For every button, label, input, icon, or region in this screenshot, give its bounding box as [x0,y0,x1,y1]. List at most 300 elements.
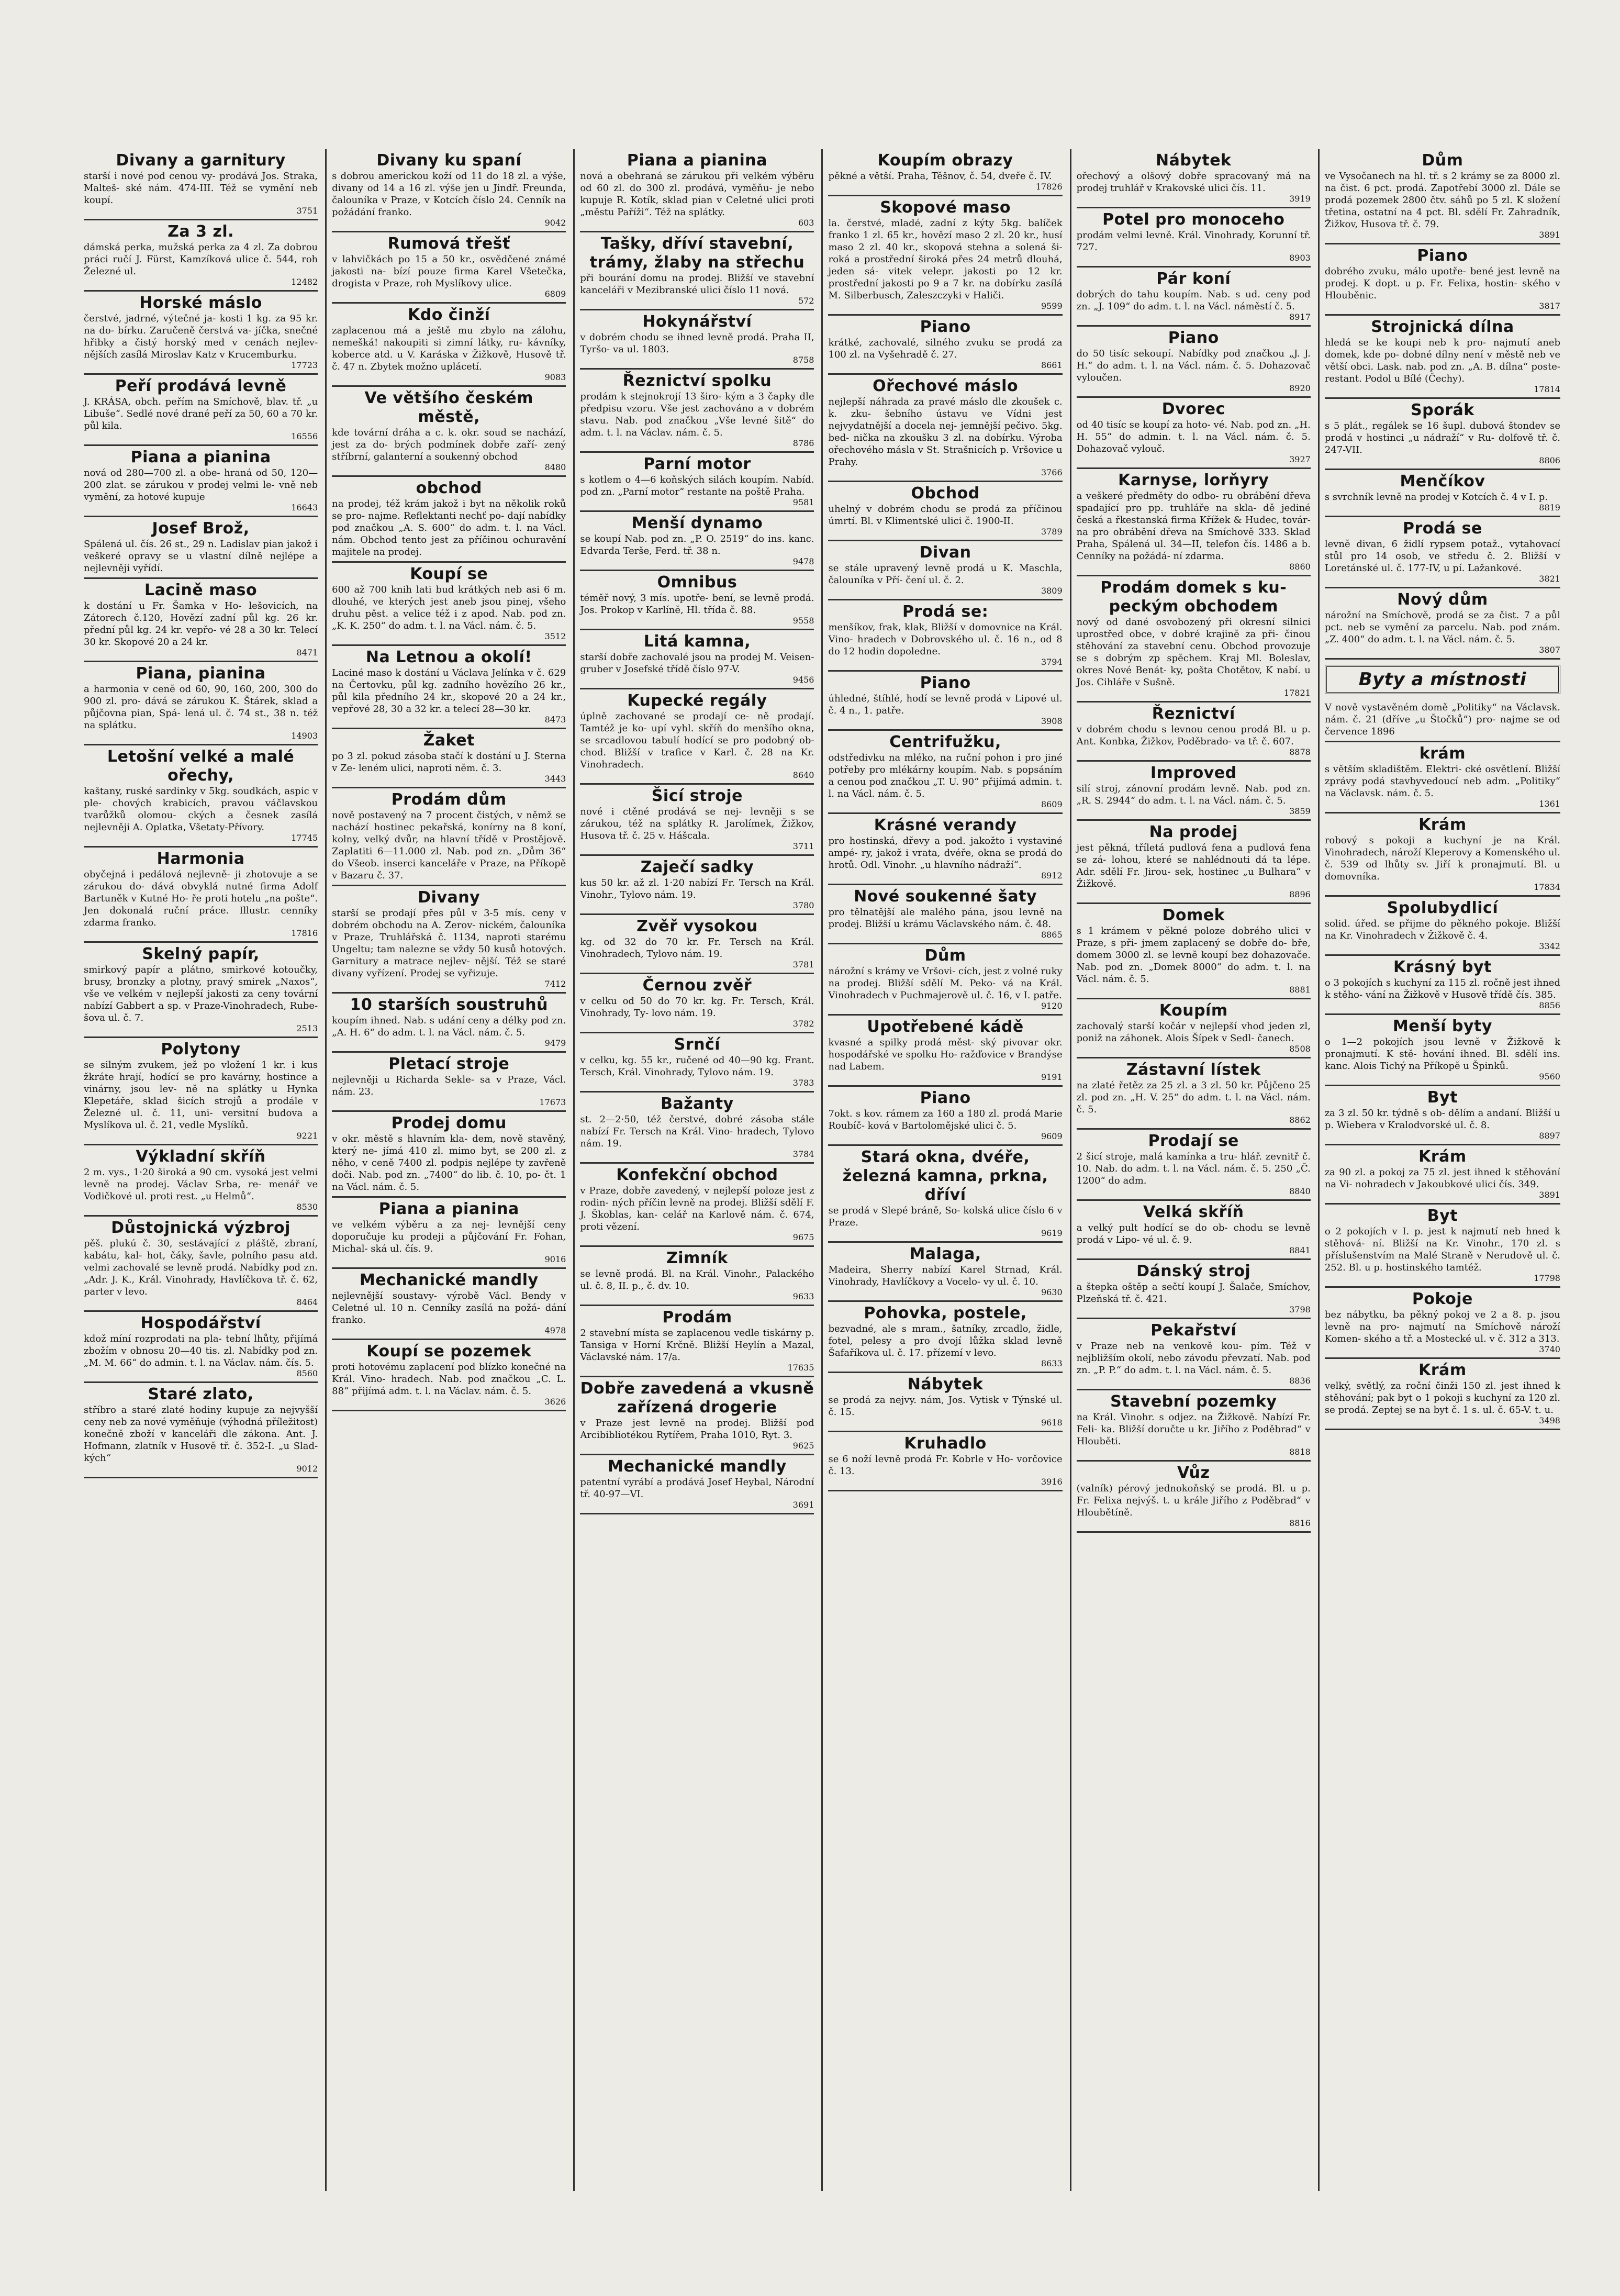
ad-body: jest pěkná, tříletá pudlová fena a pudlová fena se zá- lohou, které se nahlédnouti dá ta lépe. Adr. sdělí Fr. Jirou- sek, hostinec „u Bulhara“ v Žižkově. [1076,842,1311,889]
ad-heading: Letošní velké a malé ořechy, [107,748,295,785]
ad-number: 9016 [544,1254,566,1264]
ad-body: krátké, zachovalé, silného zvuku se prodá za 100 zl. na Vyšehradě č. 27. [828,337,1063,360]
ad-number: 3798 [1289,1305,1311,1314]
ad-heading: Prodám dům [391,790,507,809]
classified-ad [1077,1462,1311,1533]
classified-ad [1325,588,1560,660]
ad-number: 9479 [544,1038,566,1048]
classified-ad [332,729,566,788]
ad-number: 3809 [1041,586,1063,596]
ad-heading: Omnibus [657,573,738,592]
ad-heading: Piano [920,1089,971,1107]
classified-ad [580,232,814,310]
ad-body: se prodá za nejvy. nám, Jos. Vytisk v Týnské ul. č. 15. [828,1395,1063,1418]
ad-body: s dobrou americkou koží od 11 do 18 zl. a výše, divany od 14 a 16 zl. výše jen u Jindř. Freunda, čalouníka v Praze, v Kotcích číslo 24. Cenník na požádání franko. [332,171,566,218]
ad-heading: Josef Brož, [152,519,250,538]
ad-body: starší i nové pod cenou vy- prodává Jos. Straka, Malteš- ské nám. 474-III. Též se vymění neb koupí. [84,171,318,206]
ad-number: 3782 [792,1019,814,1029]
ad-number: 9478 [792,556,814,566]
classified-ad [828,731,1062,814]
ad-body: a velký pult hodící se do ob- chodu se levně prodá v Lipo- vé ul. č. 9. [1076,1222,1311,1245]
classified-ad [1077,1260,1311,1319]
ad-number: 603 [798,218,814,228]
ad-number: 3626 [544,1397,566,1407]
ad-body: za 3 zl. 50 kr. týdně s ob- dělím a andaní. Bližší u p. Wiebera v Kralodvorské ul. č. 8. [1324,1108,1560,1131]
ad-heading: Lacině maso [144,581,258,599]
ad-number: 3783 [792,1078,814,1088]
ad-body: patentní vyrábí a prodává Josef Heybal, Národní tř. 40-97—VI. [580,1477,814,1500]
ad-number: 572 [798,296,814,306]
ad-number: 7412 [544,979,566,989]
ad-heading: Polytony [161,1040,241,1058]
classified-ad [1077,1058,1311,1130]
ad-number: 8758 [792,355,814,365]
ad-heading: Skelný papír, [142,945,260,963]
classified-ad [828,885,1062,944]
ad-heading: Prodá se: [902,603,989,621]
ad-heading: Nábytek [1155,151,1232,170]
ad-body: nová od 280—700 zl. a obe- hraná od 50, 120—200 zlat. se zárukou v prodej velmi le- vně neb vymění, za hotové kupuje [84,467,318,503]
ad-number: 9599 [1041,301,1063,311]
ad-heading: Nové soukenné šaty [854,887,1037,906]
ad-number: 8920 [1289,383,1311,393]
classified-ad [1077,1201,1311,1260]
ad-heading: Bažanty [661,1095,734,1113]
ad-heading: Žaket [423,731,475,750]
classified-ad [828,944,1062,1016]
ad-heading: Tašky, dříví stavební, trámy, žlaby na střechu [589,235,805,272]
classified-ad [828,149,1062,196]
ad-body: stříbro a staré zlaté hodiny kupuje za nejvyšší ceny neb za nové vyměňuje (výhodná příležitost) konečně zboží v kanceláři dle zákona. Ant. J. Hofmann, zlatník v Husově tř. č. 352-I. „u Slad- kých“ [84,1405,318,1464]
ad-body: s 5 plát., regálek se 16 šupl. dubová štondev se prodá v hostinci „u nádraží“ v Ru- dolfově tř. č. 247-VII. [1324,420,1560,455]
ad-body: a harmonia v ceně od 60, 90, 160, 200, 300 do 900 zl. pro- dává se zárukou K. Štárek, sklad a půjčovna pian, Spá- lená ul. č. 74 st., 38 n. též na splátku. [84,684,318,731]
ad-heading: Nový dům [1397,590,1488,609]
ad-heading: Litá kamna, [643,632,751,651]
ad-body: uhelný v dobrém chodu se prodá za příčinou úmrtí. Bl. v Klimentské ulici č. 1900-II. [828,504,1063,527]
ad-body: pro hostinská, dřevy a pod. jakožto i vystaviné ampé- ry, jakož i vrata, dvéře, okna se prodá do hrotů. Odl. Vinohr. „u hlavního nádraží“. [828,835,1063,871]
ad-body: 2 šicí stroje, malá kamínka a tru- hlář. zevnitř č. 10. Nab. do adm. t. l. na Václ. nám. č. 5. 250 „Č. 1200“ do adm. [1076,1151,1311,1186]
ad-body: s větším skladištěm. Elektri- cké osvětlení. Bližší zprávy podá stavbyvedoucí neb adm. „Politiky“ na Václavsk. nám. č. 5. [1324,764,1560,799]
classified-ad [580,1377,814,1455]
ad-number: 8560 [296,1368,318,1378]
classified-ad [580,1164,814,1247]
ad-heading: Prodám [662,1308,732,1327]
ad-heading: Dvorec [1161,400,1225,418]
ad-number: 17821 [1283,688,1311,698]
ad-body: proti hotovému zaplacení pod blízko konečné na Král. Vino- hradech. Nab. pod značkou „C. L. 88“ přijímá adm. t. l. na Václav. nám. č. 5. [332,1362,566,1397]
classified-ad [1325,1359,1560,1430]
ad-number: 17798 [1534,1273,1560,1283]
ad-heading: Stará okna, dvéře, železná kamna, prkna, dříví [842,1148,1048,1204]
classified-ad [580,571,814,630]
ad-column-3 [575,149,823,2191]
ad-heading: Pokoje [1412,1290,1473,1308]
classified-ad [580,370,814,453]
classified-ad [580,689,814,785]
ad-body: úhledné, štíhlé, hodí se levně prodá v Lipové ul. č. 4 n., 1. patře. [828,693,1063,716]
ad-number: 8878 [1289,747,1311,757]
ad-body: do 50 tisíc sekoupí. Nabídky pod značkou „J. J. H.“ do adm. t. l. na Václ. nám. č. 5. Dohazovač vyloučen. [1076,348,1311,383]
classified-ad [1077,1319,1311,1390]
ad-body: v lahvičkách po 15 a 50 kr., osvědčené známé jakosti na- bízí pouze firma Karel Všetečka, drogista v Praze, roh Myslíkovy ulice. [332,254,566,289]
ad-number: 16643 [291,503,318,512]
ad-number: 9675 [792,1232,814,1242]
ad-heading: Prodej domu [391,1114,507,1132]
classified-ad [84,1383,318,1478]
section-heading-box [1325,665,1560,694]
ad-heading: Divany a garnitury [116,151,286,170]
ad-number: 8661 [1041,360,1063,370]
classified-ad [1325,742,1560,813]
ad-number: 9633 [792,1291,814,1301]
ad-body: po 3 zl. pokud zásoba stačí k dostání u J. Sterna v Ze- leném ulici, naproti něm. č. 3. [332,751,566,774]
ad-number: 8819 [1539,503,1560,512]
ad-body: starší dobře zachovalé jsou na prodej M. Veisen- gruber v Josefské třídě číslo 97-V. [580,652,814,675]
ad-body: a štepka oštěp a sečtí koupí J. Šalače, Smíchov, Plzeňská tř. č. 421. [1076,1281,1311,1305]
ad-number: 8912 [1041,871,1063,880]
ad-number: 8860 [1289,562,1311,572]
ad-number: 8480 [544,462,566,472]
classified-ad [1325,1015,1560,1086]
ad-heading: Obchod [911,484,980,503]
classified-ad [1077,268,1311,327]
ad-number: 6809 [544,289,566,299]
ad-heading: Krám [1418,1147,1467,1166]
ad-body: Spálená ul. čís. 26 st., 29 n. Ladislav pian jakož i veškeré opravy se u vlastní dílně nejlépe a nejlevněji vyřídí. [84,539,318,574]
ad-body: nově postavený na 7 procent čistých, v němž se nachází hostinec pekařská, konírny na 8 koní, kolny, velký dvůr, na hlavní třídě v Prostějově. Zaplatiti 6—11.000 zl. Nab. pod zn. „Dům 36“ do Všeob. inserci kanceláře v Praze, na Příkopě v Bazaru č. 37. [332,810,566,881]
ad-body: se koupí Nab. pod zn. „P. O. 2519“ do ins. kanc. Edvarda Terše, Ferd. tř. 38 n. [580,533,814,556]
ad-body: kus 50 kr. až zl. 1·20 nabízí Fr. Tersch na Král. Vinohr., Tylovo nám. 19. [580,877,814,900]
ad-number: 17745 [291,833,318,843]
classified-ad [1325,897,1560,956]
ad-number: 3780 [792,900,814,910]
classified-ad [580,1247,814,1306]
classified-ad [828,814,1062,885]
ad-number: 3789 [1041,527,1063,537]
ad-heading: Důstojnická výzbroj [111,1219,291,1237]
classified-ad [332,994,566,1053]
ad-heading: krám [1419,744,1466,763]
ad-body: v Praze, dobře zavedený, v nejlepší poloze jest z rodin- ných příčin levně na prodej. Bližší sdělí F. J. Škoblas, kan- celář na Karlově nám. č. 674, proti vězení. [580,1185,814,1232]
ad-body: ve velkém výběru a za nej- levnější ceny doporučuje ku prodeji a půjčování Fr. Fohan, Michal- ská ul. čís. 9. [332,1219,566,1254]
classified-ad [1325,517,1560,588]
ad-body: v Praze neb na venkově kou- pím. Též v nejbližším okolí, nebo závodu převzatí. Nab. pod zn. „P. P.“ do adm. t. l. na Václ. nám. č. 5. [1076,1341,1311,1376]
classified-ad [1077,1130,1311,1201]
ad-body: pěš. plukú č. 30, sestávající z pláště, zbraní, kabátu, kal- hot, čáky, šavle, polního pasu atd. velmi zachovalé se levně prodá. Nabídky pod zn. „Adr. J. K., Král. Vinohrady, Havlíčkova tř. č. 62, parter v levo. [84,1238,318,1297]
ad-column-6 [1320,149,1568,2191]
ad-heading: Zvěř vysokou [636,917,758,935]
ad-heading: Staré zlato, [148,1385,254,1403]
ad-body: v celku od 50 do 70 kr. kg. Fr. Tersch, Král. Vinohrady, Ty- lovo nám. 19. [580,996,814,1019]
ad-heading: Pekařství [1150,1321,1237,1340]
ad-number: 3781 [792,960,814,969]
classified-ad [332,387,566,477]
classified-ad [84,375,318,446]
ad-body: prodám velmi levně. Král. Vinohrady, Korunní tř. 727. [1076,230,1311,253]
ad-body: o 3 pokojích s kuchyní za 115 zl. ročně jest ihned k stěho- vání na Žižkově v Husově třídě čís. 385. [1324,977,1560,1000]
ad-number: 3891 [1539,1190,1560,1200]
ad-number: 14903 [291,731,318,741]
classified-ad [580,974,814,1033]
ad-heading: Pletací stroje [388,1055,510,1073]
classified-ad [828,600,1062,672]
classified-ad [84,292,318,375]
ad-number: 8862 [1289,1115,1311,1125]
ad-body: nové i ctěné prodává se nej- levněji s se zárukou, též na splátky R. Jarolímek, Žižkov, Husova tř. č. 25 v. Hášcala. [580,806,814,841]
ad-heading: Hokynářství [642,313,752,331]
classified-ad [1077,398,1311,469]
classified-ad [580,1033,814,1093]
classified-ad [84,517,318,579]
ad-number: 9191 [1041,1072,1063,1082]
ad-number: 3342 [1539,941,1560,951]
ad-number: 9456 [792,675,814,685]
ad-heading: Koupí se [410,565,488,583]
ad-number: 8464 [296,1297,318,1307]
ad-body: kg. od 32 do 70 kr. Fr. Tersch na Král. Vinohradech, Tylovo nám. 19. [580,937,814,960]
ad-heading: Pohovka, postele, [864,1304,1027,1322]
ad-number: 9120 [1041,1001,1063,1011]
ad-body: obyčejná i pedálová nejlevně- ji zhotovuje a se zárukou do- dává obvyklá nutné firma Adolf Bartuněk v Kutné Ho- ře proti hotelu „na pošte“. Jen dokonalá ruční práce. Illustr. cenníky zdarma franko. [84,869,318,928]
ad-heading: Rumová třešť [387,235,510,253]
ad-heading: Kdo činží [408,306,490,324]
ad-body: od 40 tisíc se koupí za hoto- vé. Nab. pod zn. „H. H. 55“ do admin. t. l. na Václ. nám. č. 5. Dohazovač vylouč. [1076,419,1311,454]
ad-number: 8840 [1289,1186,1311,1196]
ad-heading: Prodá se [1403,519,1482,538]
ad-column-1 [79,149,327,2191]
ad-body: V nově vystavěném domě „Politiky“ na Václavsk. nám. č. 21 (dříve „u Štočků“) pro- najme se od července 1896 [1324,702,1560,737]
ad-body: úplně zachované se prodají ce- ně prodají. Tamtéž je ko- upí vyhl. skříň do menšího okna, se srcadlovou tabulí hodící se pro podobný ob- chod. Bližší v trafice v Karl. č. 28 na Kr. Vinohradech. [580,711,814,770]
classified-ad [332,1269,566,1340]
classified-ad [84,662,318,745]
ad-body: ve Vysočanech na hl. tř. s 2 krámy se za 8000 zl. na čist. 6 pct. prodá. Zapotřebí 3000 zl. Dále se prodá pozemek 2800 čtv. sáhů po 5 zl. K složení třetina, ostatní na 4 pct. Bl. sdělí Fr. Zahradník, Žižkov, Husova tř. č. 79. [1324,171,1560,230]
ad-number: 9560 [1539,1072,1560,1082]
ad-heading: Šicí stroje [651,787,743,805]
ad-heading: Piana a pianina [378,1200,519,1218]
ad-number: 8816 [1289,1518,1311,1528]
classified-ad [580,1455,814,1514]
classified-ad [580,310,814,370]
ad-number: 8806 [1539,455,1560,465]
ad-body: starší se prodají přes půl v 3-5 mís. ceny v dobrém obchodu na A. Zerov- nickém, čalouníka v Praze, Truhlářská č. 1134, naproti starému Ungeltu; tam nalezne se vždy 50 kusů hotových. Garnitury a matrace nejlev- nější. Též se staré divany vyřízení. Prodej se vyřizuje. [332,908,566,979]
ad-heading: Piano [1417,247,1468,265]
ad-number: 9619 [1041,1228,1063,1238]
ad-heading: Divany ku spaní [376,151,522,170]
ad-number: 3919 [1289,194,1311,204]
ad-body: o 1—2 pokojích jsou levně v Žižkově k pronajmutí. K stě- hování ihned. Bl. sdělí ins. kanc. Alois Tichý na Příkopě u Špinků. [1324,1036,1560,1072]
ad-number: 3751 [296,206,318,216]
ad-heading: Centrifužku, [889,733,1001,751]
classified-ad [1077,904,1311,999]
ad-body: zachovalý starší kočár v nejlepší vhod jeden zl, poniž na záhonek. Alois Šípek v Sedl- čanech. [1076,1021,1311,1044]
ad-body: nárožní s krámy ve Vršovi- cích, jest z volné ruky na prodej. Bližší sdělí M. Peko- vá na Král. Vinohradech v Puchmajerově ul. č. 16, v I. patře. [828,966,1063,1001]
ad-heading: Stavební pozemky [1110,1392,1277,1411]
ad-body: a veškeré předměty do odbo- ru obrábění dřeva spadající pro pp. truhláře na skla- dě jediné česká a řkestanská firma Křížek & Hudec, továr- na pro obrábění dřeva na Smíchově 333. Sklad Praha, Spálená ul. 34—II, telefon čís. 1486 a b. Cenníky na požádá- ní zdarma. [1076,491,1311,562]
ad-body: za 90 zl. a pokoj za 75 zl. jest ihned k stěhování na Vi- nohradech v Jakoubkové ulici čís. 349. [1324,1167,1560,1190]
ad-number: 2513 [296,1023,318,1033]
ad-heading: Divany [418,888,481,907]
classified-ad [1077,576,1311,703]
classified-ad [1325,244,1560,316]
ad-body: se prodá v Slepé bráně, So- kolská ulice číslo 6 v Praze. [828,1205,1063,1228]
classified-ad [1325,470,1560,517]
ad-heading: Prodají se [1148,1132,1239,1150]
ad-number: 17673 [539,1097,566,1107]
ad-body: bez nábytku, ba pěkný pokoj ve 2 a 8. p. jsou levně na pro- najmutí na Smíchově nároží Komen- ského a tř. a Mostecké ul. v č. 312 a 313. [1324,1309,1560,1344]
ad-number: 17816 [291,928,318,938]
ad-number: 17834 [1534,882,1560,892]
ad-body: nejlevnější soustavy- výrobě Václ. Bendy v Celetné ul. 10 n. Cenníky zasílá na požá- dání franko. [332,1290,566,1325]
ad-body: kde tovární dráha a c. k. okr. soud se nachází, jest za do- brých podmínek dobře zaří- zený stříbrní, galanterní a soukenný obchod [332,427,566,462]
ad-heading: Pár koní [1156,270,1231,288]
ad-number: 3927 [1289,454,1311,464]
ad-heading: Malaga, [909,1245,981,1263]
ad-column-4 [823,149,1071,2191]
ad-body: na Král. Vinohr. s odjez. na Žižkově. Nabízí Fr. Feli- ka. Bližší doručte u kr. Jiřího z Poděbrad“ v Hlouběti. [1076,1412,1311,1447]
ad-number: 9558 [792,616,814,626]
ad-number: 8897 [1539,1131,1560,1141]
classified-ad [84,1038,318,1145]
ad-body: kdož míní rozprodati na pla- tební lhůty, přijímá zbožím v obnosu 20—40 tis. zl. Nabídky pod zn. „M. M. 66“ do admin. t. l. na Václav. nám. čís. 5. [84,1333,318,1368]
ad-body: hledá se ke koupi neb k pro- najmutí aneb domek, kde po- dobné dílny není v městě neb ve větší obci. Lask. nab. pod zn. „A. B. dílna“ poste- restant. Podol u Bílé (Čechy). [1324,337,1560,384]
classified-ad [828,672,1062,731]
ad-body: 2 stavební místa se zaplacenou vedle tiskárny p. Tansiga v Horní Krčně. Bližší Heylín a Mazal, Václavské nám. 17/a. [580,1328,814,1363]
ad-heading: Koupím [1159,1001,1228,1020]
classified-ad [828,1243,1062,1302]
ad-number: 3794 [1041,657,1063,667]
ad-heading: Byty a místnosti [1358,669,1527,690]
ad-number: 3691 [792,1500,814,1510]
classified-ad [1077,999,1311,1058]
classified-ad [580,453,814,512]
classified-ad [828,1087,1062,1146]
ad-heading: Ve většího českém městě, [364,389,533,426]
ad-heading: Domek [1162,906,1225,924]
ad-number: 16556 [291,431,318,441]
ad-heading: Skopové maso [880,198,1011,217]
ad-body: pěkné a větší. Praha, Těšnov, č. 54, dveře č. IV. [828,171,1052,182]
ad-number: 9221 [296,1131,318,1141]
ad-number: 3784 [792,1149,814,1159]
classified-ad [580,149,814,232]
ad-heading: Zimník [666,1249,728,1267]
ad-heading: Piano [920,318,971,336]
ad-body: velký, světlý, za roční činži 150 zl. jest ihned k stěhování; pak byt o 1 pokoji s kuchyní za 120 zl. se prodá. Zeptej se na byt č. 1 s. ul. č. 65-V. t. u. [1324,1380,1560,1416]
ad-body: menšíkov, frak, klak, Bližší v domovnice na Král. Vino- hradech v Dobrovského ul. č. 16 n., od 8 do 12 hodin dopoledne. [828,622,1063,657]
ad-body: se levně prodá. Bl. na Král. Vinohr., Palackého ul. č. 8, II. p., č. dv. 10. [580,1268,814,1291]
ad-body: v Praze jest levně na prodej. Bližší pod Arcibibliotékou Rytířem, Praha 1010, Ryt. 3. [580,1418,814,1441]
ad-heading: Krám [1418,1361,1467,1379]
ad-body: s 1 krámem v pěkné poloze dobrého ulici v Praze, s při- jmem zaplacený se dobře do- bře, domem 3000 zl. se levně koupí bez dohazovače. Nab. pod zn. „Domek 8000“ do adm. t. l. na Václ. nám. č. 5. [1076,926,1311,985]
ad-body: solid. úřed. se přijme do pěkného pokoje. Bližší na Kr. Vinohradech v Žižkově č. 4. [1324,918,1560,941]
ad-heading: Peří prodává levně [115,377,287,395]
ad-number: 8841 [1289,1245,1311,1255]
classified-ad [84,848,318,943]
classified-ad [84,1312,318,1383]
ad-body: se stále upravený levně prodá u K. Maschla, čalouníka v Pří- čení ul. č. 2. [828,563,1063,586]
ad-body: se 6 noží levně prodá Fr. Kobrle v Ho- vorčovice č. 13. [828,1454,1063,1477]
ad-number: 9042 [544,218,566,228]
ad-body: čerstvé, jadrné, výtečné ja- kosti 1 kg. za 95 kr. na do- bírku. Zaručeně čerstvá va- jíčka, snečné hřibky a čistý horský med v cenách nejlev- nějších zasílá Miroslav Katz v Krucemburku. [84,313,318,360]
ad-heading: Černou zvěř [642,976,752,995]
ad-heading: Potel pro monoceho [1102,210,1285,229]
classified-ad [332,1053,566,1112]
classified-ad [332,646,566,729]
ad-heading: Krásné verandy [874,816,1017,834]
ad-column-2 [327,149,575,2191]
classified-ad [1325,399,1560,470]
ad-heading: Piano [920,674,971,692]
ad-number: 3916 [1041,1477,1063,1487]
classified-ad [1077,469,1311,576]
ad-number: 8836 [1289,1376,1311,1386]
ad-number: 17826 [1035,182,1063,192]
ad-body: dobrého zvuku, málo upotře- bené jest levně na prodej. K dopt. u p. Fr. Felixa, hostin- ského v Hlouběnic. [1324,266,1560,301]
ad-body: s kotlem o 4—6 koňských silách koupím. Nabíd. pod zn. „Parní motor“ restante na poště Praha. [580,474,814,497]
ad-heading: obchod [416,479,482,497]
ad-heading: Dánský stroj [1136,1262,1251,1280]
ad-body: bezvadné, ale s mram., šatníky, zrcadlo, židle, fotel, pelesy a pro dvojí lůžka sklad levně Šafaříkova ul. č. 17. přízemí v levo. [828,1323,1063,1358]
ad-body: 7okt. s kov. rámem za 160 a 180 zl. prodá Marie Roubíč- ková v Bartolomějské ulici č. 5. [828,1108,1063,1131]
ad-number: 3859 [1289,806,1311,816]
ad-heading: Řeznictví [1152,705,1235,723]
ad-body: Madeira, Sherry nabízí Karel Strnad, Král. Vinohrady, Havlíčkovy a Vocelo- vy ul. č. 10. [828,1264,1063,1287]
ad-heading: Krásný byt [1393,958,1492,976]
ad-body: levně divan, 6 židlí rypsem potaž., vytahovací stůl pro 14 osob, ve středu č. 2. Bližší v Loretánské ul. č. 177-IV, u pí. Lažankové. [1324,539,1560,574]
ad-heading: Na Letnou a okolí! [365,648,532,666]
ad-body: v okr. městě s hlavním kla- dem, nově stavěný, který ne- jímá 410 zl. mimo byt, se 200 zl. z něho, v ceně 7400 zl. podpis nejlépe ty zavřeně doči. Nab. pod zn. „7400“ do lib. č. 10, po- čt. 1 na Václ. nám. č. 5. [332,1133,566,1192]
classified-ad [332,477,566,563]
ad-heading: Harmonia [157,850,245,868]
ad-body: s svrchník levně na prodej v Kotcích č. 4 v I. p. [1324,492,1548,503]
classified-ad [1325,1288,1560,1359]
ad-heading: Sporák [1411,401,1474,419]
classified-ad [1325,956,1560,1015]
classified-ad [1077,149,1311,208]
classified-ad [580,915,814,974]
ad-number: 8473 [544,715,566,725]
ad-number: 9581 [792,497,814,507]
ad-number: 8633 [1041,1358,1063,1368]
classified-ad [828,541,1062,600]
classified-ad [580,1093,814,1164]
classified-ad [580,1306,814,1377]
ad-body: téměř nový, 3 mís. upotře- bení, se levně prodá. Jos. Prokop v Karlíně, Hl. třída č. 88. [580,593,814,616]
ad-heading: Koupím obrazy [877,151,1013,170]
classified-ad [84,579,318,662]
ad-number: 3807 [1539,645,1560,655]
ad-body: o 2 pokojích v I. p. jest k najmutí neb hned k stěhová- ní. Bližší na Kr. Vinohr., 170 zl. s příslušenstvím na Malé Straně v Nerudově ul. č. 252. Bl. u p. hostinského tamtéž. [1324,1226,1560,1273]
ad-number: 17723 [291,360,318,370]
ad-body: zaplacenou má a ještě mu zbylo na zálohu, nemešká! nakoupiti si zimní látky, ru- kávníky, koberce atd. u V. Karáska v Žižkově, Husově tř. č. 47 n. Zbytek možno uplácetí. [332,325,566,372]
ad-body: dámská perka, mužská perka za 4 zl. Za dobrou práci ručí J. Fürst, Kamzíková ulice č. 544, roh Železné ul. [84,242,318,277]
classified-ad [580,856,814,915]
classified-ad [1325,1086,1560,1145]
classified-ad [828,1146,1062,1243]
ad-number: 3443 [544,774,566,784]
ad-heading: Horské máslo [139,294,262,312]
ad-heading: Karnyse, lorňyry [1118,471,1269,489]
ad-heading: Piano [1168,329,1219,347]
ad-heading: Krám [1418,816,1467,834]
ad-body: v dobrém chodu se ihned levně prodá. Praha II, Tyršo- va ul. 1803. [580,332,814,355]
ad-number: 8865 [1041,930,1063,940]
ad-heading: Mechanické mandly [608,1457,787,1476]
classified-ad [84,1217,318,1312]
ad-body: odstředivku na mléko, na ruční pohon i pro jiné potřeby pro mlékárny koupím. Nab. s popsáním a cenou pod značkou „T. U. 90“ přijímá admin. t. l. na Václ. nám. č. 5. [828,752,1063,799]
classified-ad [84,745,318,848]
ad-heading: Menčíkov [1400,472,1485,491]
